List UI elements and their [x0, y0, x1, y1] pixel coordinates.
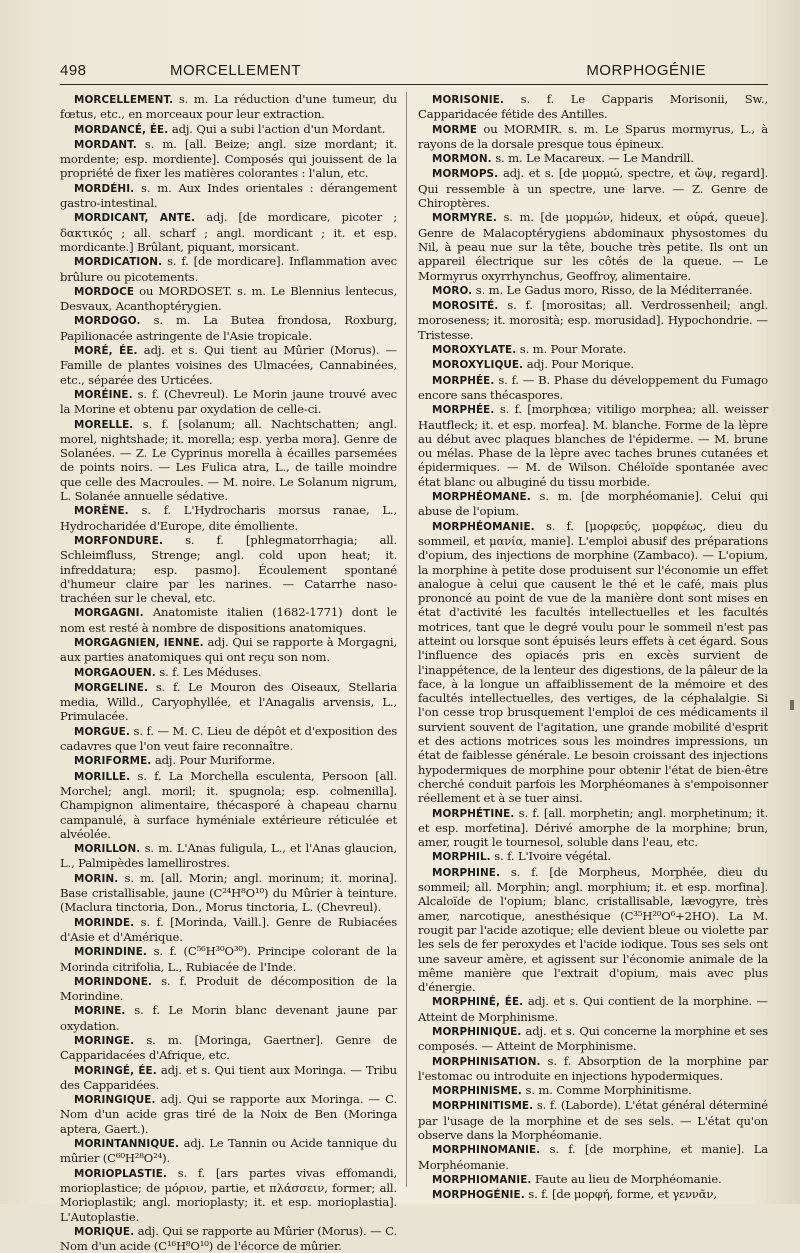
- entry-definition: s. m. [Moringa, Gaertner]. Genre de Capparidacées d'Afrique, etc.: [60, 1033, 397, 1063]
- entry-headword: MORFONDURE.: [74, 534, 164, 547]
- entry-headword: MORPHIOMANIE.: [432, 1173, 532, 1186]
- dictionary-entry: [418, 166, 768, 210]
- entry-definition: adj. et s. Qui tient au Mûrier (Morus). — Famille de plantes voisines des Ulmacées, Cannabinées, etc., séparée des Urticées.: [60, 343, 397, 387]
- entry-definition: adj. Pour Morique.: [523, 357, 634, 372]
- entry-headword: MORPHIL.: [432, 851, 491, 864]
- entry-headword: MORPHINOMANIE.: [432, 1144, 541, 1157]
- margin-mark: [790, 700, 794, 710]
- entry-definition: s. f. [morphœa; vitiligo morphea; all. weisser Hautfleck; it. et esp. morfea]. M. blanche. Forme de la lèpre au début avec plaques blanches de l'épiderme. — M. brune ou mélas. Phase de la lèpre avec taches brunes cutanées et épidermiques. — M. de Wilson. Chéloïde spontanée avec état blanc ou albuginé du tissu morbide.: [418, 402, 768, 489]
- dictionary-entry: [418, 92, 768, 122]
- dictionary-entry: [60, 841, 397, 871]
- dictionary-entry: [418, 865, 768, 995]
- entry-headword: MORPHINÉ, ÉE.: [432, 996, 524, 1009]
- entry-headword: MORÉ, ÉE.: [74, 345, 138, 358]
- page-number: 498: [60, 62, 87, 79]
- dictionary-entry: [60, 1166, 397, 1224]
- entry-definition: s. f. [de mordicare]. Inflammation avec brûlure ou picotements.: [60, 254, 397, 284]
- entry-definition: adj. Le Tannin ou Acide tannique du mûrier (C⁶⁰H²⁸O²⁴).: [60, 1136, 397, 1166]
- entry-headword: MORIQUE.: [74, 1225, 135, 1238]
- entry-headword: MORPHINISME.: [432, 1085, 522, 1098]
- entry-definition: s. f. Absorption de la morphine par l'estomac ou introduite en injections hypodermiques.: [418, 1053, 768, 1083]
- entry-headword: MORILLON.: [74, 843, 141, 856]
- dictionary-entry: [60, 680, 397, 724]
- column-divider: [406, 92, 407, 1187]
- dictionary-entry: [418, 151, 768, 166]
- entry-definition: adj. Qui se rapporte au Mûrier (Morus). — C. Nom d'un acide (C¹⁶H⁸O¹⁰) de l'écorce de mûrier.: [60, 1223, 397, 1253]
- entry-definition: adj. et s. Qui tient aux Moringa. — Tribu des Capparidées.: [60, 1062, 397, 1092]
- entry-definition: Faute au lieu de Morphéomanie.: [531, 1171, 722, 1186]
- dictionary-entry: [60, 665, 397, 680]
- entry-definition: ou MORMIR. s. m. Le Sparus mormyrus, L., à rayons de la dorsale presque tous épineux.: [418, 121, 768, 151]
- entry-headword: MORELLE.: [74, 418, 134, 431]
- dictionary-entry: [60, 1063, 397, 1093]
- entry-definition: adj. Pour Muriforme.: [151, 753, 276, 768]
- entry-definition: s. m. La Butea frondosa, Roxburg, Papilionacée astringente de l'Asie tropicale.: [60, 313, 397, 343]
- dictionary-entry: [60, 137, 397, 181]
- entry-headword: MORINDE.: [74, 916, 135, 929]
- entry-definition: Anatomiste italien (1682-1771) dont le nom est resté à nombre de dispositions anatomiques.: [60, 605, 397, 635]
- entry-headword: MORPHÉTINE.: [432, 807, 515, 820]
- dictionary-entry: [60, 122, 397, 137]
- dictionary-entry: [418, 806, 768, 850]
- dictionary-entry: [60, 313, 397, 343]
- entry-definition: s. f. L'Ivoire végétal.: [490, 849, 611, 864]
- entry-definition: s. m. Pour Morate.: [516, 342, 627, 357]
- dictionary-entry: [60, 605, 397, 635]
- right-column: [418, 92, 769, 1202]
- entry-headword: MORÈNE.: [74, 505, 129, 518]
- entry-headword: MORINGE.: [74, 1035, 135, 1047]
- dictionary-entry: [418, 298, 768, 342]
- dictionary-entry: [60, 503, 397, 533]
- header-right-guide-word: MORPHOGÉNIE: [586, 62, 706, 79]
- dictionary-entry: [60, 974, 397, 1004]
- entry-headword: MORDICATION.: [74, 256, 163, 269]
- dictionary-entry: [60, 387, 397, 417]
- dictionary-entry: [418, 849, 768, 864]
- dictionary-entry: [418, 519, 768, 806]
- entry-headword: MORPHINISATION.: [432, 1055, 541, 1068]
- entry-definition: adj. et s. Qui concerne la morphine et ses composés. — Atteint de Morphinisme.: [418, 1024, 768, 1054]
- dictionary-entry: [418, 1083, 768, 1098]
- entry-headword: MORINGÉ, ÉE.: [74, 1064, 157, 1077]
- entry-definition: ou MORDOSET. s. m. Le Blennius lentecus, Desvaux, Acanthoptérygien.: [60, 283, 397, 314]
- entry-headword: MORDANCÉ, ÉE.: [74, 123, 169, 136]
- entry-definition: s. m. Le Gadus moro, Risso, de la Méditerranée.: [472, 282, 753, 297]
- entry-headword: MORIOPLASTIE.: [74, 1167, 167, 1180]
- entry-definition: s. f. (Chevreul). Le Morin jaune trouvé avec la Morine et obtenu par oxydation de celle-ci.: [60, 386, 397, 417]
- entry-headword: MORMYRE.: [432, 212, 497, 225]
- entry-headword: MORPHÉOMANE.: [432, 491, 531, 504]
- entry-headword: MORGUE.: [74, 725, 130, 738]
- entry-headword: MORGELINE.: [74, 681, 149, 694]
- dictionary-entry: [418, 1054, 768, 1084]
- dictionary-entry: [418, 1024, 768, 1054]
- dictionary-entry: [60, 1136, 397, 1166]
- entry-definition: adj. Qui a subi l'action d'un Mordant.: [168, 121, 386, 136]
- entry-headword: MORIN.: [74, 872, 119, 885]
- dictionary-entry: [60, 92, 397, 122]
- dictionary-entry: [418, 1098, 768, 1142]
- entry-definition: adj. Qui se rapporte à Morgagni, aux parties anatomiques qui ont reçu son nom.: [60, 634, 397, 665]
- dictionary-entry: [418, 1142, 768, 1172]
- entry-definition: s. f. L'Hydrocharis morsus ranae, L., Hydrocharidée d'Europe, dite émolliente.: [60, 503, 397, 533]
- entry-definition: s. m. Le Macareux. — Le Mandrill.: [491, 151, 694, 166]
- entry-headword: MORÉINE.: [74, 388, 133, 401]
- entry-headword: MORPHÉOMANIE.: [432, 520, 535, 533]
- entry-headword: MORINGIQUE.: [74, 1094, 156, 1107]
- dictionary-entry: [60, 944, 397, 974]
- entry-definition: s. f. [Morinda, Vaill.]. Genre de Rubiacées d'Asie et d'Amérique.: [60, 914, 397, 944]
- entry-headword: MOROXYLATE.: [432, 344, 517, 357]
- dictionary-entry: [418, 1172, 768, 1187]
- dictionary-entry: [60, 1092, 397, 1136]
- entry-headword: MORISONIE.: [432, 94, 504, 106]
- dictionary-entry: [60, 1003, 397, 1033]
- dictionary-entry: [418, 994, 768, 1024]
- entry-definition: s. m. [all. Morin; angl. morinum; it. morina]. Base cristallisable, jaune (C²⁴H⁸O¹⁰) du Mûrier à teinture. (Maclura tinctoria, Don., Morus tinctoria, L. (Chevreul).: [60, 870, 397, 915]
- entry-headword: MORINE.: [74, 1005, 126, 1018]
- entry-headword: MORDOCE: [74, 285, 135, 298]
- entry-definition: s. f. [all. morphetin; angl. morphetinum; it. et esp. morfetina]. Dérivé amorphe de la morphine; brun, amer, rougit le tournesol, soluble dans l'eau, etc.: [418, 805, 768, 850]
- dictionary-entry: [60, 417, 397, 504]
- entry-headword: MORMOPS.: [432, 168, 499, 181]
- dictionary-entry: [60, 284, 397, 314]
- dictionary-entry: [418, 373, 768, 403]
- entry-headword: MORPHÉE.: [432, 374, 495, 387]
- dictionary-entry: [60, 753, 397, 768]
- entry-definition: adj. et s. [de μορμώ, spectre, et ὤψ, regard]. Qui ressemble à un spectre, une larve. — Z. Genre de Chiroptères.: [418, 166, 768, 211]
- dictionary-entry: [418, 210, 768, 282]
- entry-definition: adj. Qui se rapporte aux Moringa. — C. Nom d'un acide gras tiré de la Noix de Ben (Moringa aptera, Gaert.).: [60, 1092, 397, 1136]
- dictionary-entry: [60, 871, 397, 915]
- entry-headword: MORME: [432, 123, 478, 136]
- entry-headword: MOROSITÉ.: [432, 300, 499, 313]
- entry-definition: s. f. (C⁵⁶H³⁰O³⁰). Principe colorant de la Morinda citrifolia, L., Rubiacée de l'Inde.: [60, 944, 397, 974]
- entry-headword: MORINTANNIQUE.: [74, 1138, 180, 1151]
- entry-definition: s. f. Produit de décomposition de la Morindine.: [60, 973, 397, 1004]
- page-header: [60, 60, 768, 85]
- dictionary-entry: [60, 210, 397, 254]
- entry-definition: s. f. Le Capparis Morisonii, Sw., Capparidacée fétide des Antilles.: [418, 92, 768, 122]
- entry-headword: MORIFORME.: [74, 755, 152, 768]
- entry-headword: MORPHINIQUE.: [432, 1026, 522, 1038]
- entry-definition: s. f. La Morchella esculenta, Persoon [all. Morchel; angl. moril; it. spugnola; esp. colmenilla]. Champignon alimentaire, thécasporé à chapeau charnu campanulé, à surface hyméniale extérieure réticulée et alvéolée.: [60, 768, 397, 841]
- dictionary-entry: [418, 283, 768, 298]
- entry-definition: s. f. [phlegmatorrhagia; all. Schleimfluss, Strenge; angl. cold upon heat; it. infreddatura; esp. pasmo]. Écoulement spontané d'humeur claire par les narines. — Catarrhe naso-trachéen sur le cheval, etc.: [60, 532, 397, 606]
- dictionary-entry: [418, 489, 768, 519]
- entry-definition: s. f. [de morphine, et manie]. La Morphéomanie.: [418, 1142, 768, 1172]
- entry-definition: s. f. [ars partes vivas effomandi, morioplastice; de μόριον, partie, et πλάσσειν, former; all. Morioplastik; angl. morioplasty; it. et esp. morioplastia]. L'Autoplastie.: [60, 1165, 397, 1224]
- entry-headword: MORINDONE.: [74, 975, 152, 988]
- entry-definition: s. m. Aux Indes orientales : dérangement gastro-intestinal.: [60, 180, 397, 211]
- entry-headword: MOROXYLIQUE.: [432, 359, 524, 372]
- dictionary-entry: [60, 769, 397, 841]
- entry-headword: MORPHOGÉNIE.: [432, 1189, 525, 1202]
- entry-definition: s. m. L'Anas fuligula, L., et l'Anas glaucion, L., Palmipèdes lamellirostres.: [60, 841, 397, 871]
- dictionary-entry: [418, 342, 768, 357]
- entry-headword: MORCELLEMENT.: [74, 94, 174, 106]
- entry-definition: s. f. (Laborde). L'état général déterminé par l'usage de la morphine et de ses sels. — L'état qu'on observe dans la Morphéomanie.: [418, 1098, 768, 1143]
- entry-headword: MORINDINE.: [74, 946, 147, 959]
- entry-definition: s. f. [de Morpheus, Morphée, dieu du sommeil; all. Morphin; angl. morphium; it. et esp. morfina]. Alcaloïde de l'opium; blanc, cristallisable, lævogyre, très amer, narcotique, anesthésique (C³⁵H²⁰O⁶+2HO). La M. rougit par l'acide azotique; elle devient bleue ou violette par les sels de fer peroxydes et l'acide iodique. Tous ses sels ont une saveur amère, et agissent sur l'économie animale de la même manière que l'extrait d'opium, mais avec plus d'énergie.: [418, 864, 768, 995]
- entry-headword: MORGAOUEN.: [74, 666, 156, 679]
- dictionary-entry: [60, 1224, 397, 1253]
- entry-headword: MORDANT.: [74, 138, 137, 151]
- entry-headword: MORDOGO.: [74, 315, 141, 328]
- entry-headword: MORDICANT, ANTE.: [74, 212, 196, 225]
- entry-definition: s. f. Le Morin blanc devenant jaune par oxydation.: [60, 1003, 397, 1033]
- dictionary-entry: [60, 915, 397, 945]
- entry-definition: s. m. [de μορμών, hideux, et οὐρά, queue]. Genre de Malacoptérygiens abdominaux physostomes du Nil, à peau nue sur la tête, bouche très petite. Ils ont un appareil électrique sur les côtés de la queue. — Le Mormyrus oxyrrhynchus, Geoffroy, alimentaire.: [418, 210, 768, 283]
- dictionary-entry: [60, 1033, 397, 1063]
- entry-definition: s. f. [μορφεύς, μορφέως, dieu du sommeil, et μανία, manie]. L'emploi abusif des préparations d'opium, des injections de morphine (Zambaco). — L'opium, la morphine à petite dose produisent sur l'économie un effet analogue à celui que causent le thé et le café, mais plus prononcé au point de vue de la manière dont sont mises en état d'activité les facultés intellectuelles et les facultés motrices, tant que le degré voulu pour le sommeil n'est pas atteint ou lorsque sont épuisés leurs effets à cet égard. Sous l'influence des opiacés pris en excès survient de l'inappétence, de la lenteur des digestions, de la pâleur de la face, à la longue un affaiblissement de la mémoire et des facultés intellectuelles, des vertiges, de la céphalalgie. Si l'on cesse trop brusquement l'emploi de ces médicaments il survient souvent de l'agitation, une grande mobilité d'esprit et des actions motrices sous les moindres impressions, un état de faiblesse générale. Le besoin croissant des injections hypodermiques de morphine pour obtenir l'état de bien-être cherché conduit parfois les Morphéomanes à s'empoisonner réellement et à se tuer ainsi.: [418, 518, 768, 806]
- entry-headword: MORPHINE.: [432, 866, 500, 879]
- entry-definition: s. f. [morositas; all. Verdrossenheil; angl. moroseness; it. morosità; esp. morusidad]. Hypochondrie. — Tristesse.: [418, 298, 768, 342]
- entry-headword: MORPHÉE.: [432, 404, 495, 417]
- entry-headword: MORDÉHI.: [74, 182, 135, 195]
- dictionary-entry: [60, 343, 397, 387]
- dictionary-entry: [418, 1187, 768, 1202]
- dictionary-entry: [60, 635, 397, 665]
- dictionary-entry: [60, 533, 397, 605]
- dictionary-entry: [60, 724, 397, 754]
- entry-headword: MORILLE.: [74, 770, 131, 783]
- entry-definition: s. f. [de μορφή, forme, et γεννᾶν,: [524, 1187, 717, 1202]
- dictionary-entry: [418, 402, 768, 489]
- entry-definition: s. f. Les Méduses.: [155, 664, 262, 679]
- header-left-guide-word: MORCELLEMENT: [170, 62, 302, 79]
- entry-definition: s. f. — B. Phase du développement du Fumago encore sans thécaspores.: [418, 372, 768, 402]
- entry-headword: MORMON.: [432, 153, 492, 166]
- entry-definition: adj. et s. Qui contient de la morphine. — Atteint de Morphinisme.: [418, 994, 769, 1024]
- entry-definition: s. m. La réduction d'une tumeur, du fœtus, etc., en morceaux pour leur extraction.: [60, 92, 397, 122]
- entry-definition: s. m. Comme Morphinitisme.: [521, 1083, 692, 1098]
- entry-definition: s. f. — M. C. Lieu de dépôt et d'exposition des cadavres que l'on veut faire reconnaître.: [60, 723, 397, 754]
- entry-headword: MORPHINITISME.: [432, 1100, 534, 1113]
- entry-definition: s. m. [all. Beize; angl. size mordant; it. mordente; esp. mordiente]. Composés qui jouissent de la propriété de fixer les matières colorantes : l'alun, etc.: [60, 136, 397, 181]
- entry-definition: s. f. Le Mouron des Oiseaux, Stellaria media, Willd., Caryophyllée, et l'Anagalis arvensis, L., Primulacée.: [60, 679, 397, 724]
- entry-headword: MORO.: [432, 284, 473, 297]
- dictionary-entry: [60, 181, 397, 211]
- entry-definition: adj. [de mordicare, picoter ; δακτικός ; all. scharf ; angl. mordicant ; it. et esp. mordicante.] Brûlant, piquant, morsicant.: [60, 210, 397, 254]
- entry-definition: s. m. [de morphéomanie]. Celui qui abuse de l'opium.: [418, 489, 768, 519]
- entry-definition: s. f. [solanum; all. Nachtschatten; angl. morel, nightshade; it. morella; esp. yerba mora]. Genre de Solanées. — Z. Le Cyprinus morella à écailles parsemées de points noirs. — Les Fulica atra, L., de taille moindre que celle des Macroules. — M. noire. Le Solanum nigrum, L. Solanée annuelle sédative.: [60, 416, 397, 504]
- dictionary-entry: [418, 122, 768, 152]
- entry-headword: MORGAGNIEN, IENNE.: [74, 636, 204, 649]
- dictionary-entry: [60, 254, 397, 284]
- left-column: [60, 92, 397, 1253]
- entry-headword: MORGAGNI.: [74, 607, 144, 620]
- dictionary-entry: [418, 357, 768, 372]
